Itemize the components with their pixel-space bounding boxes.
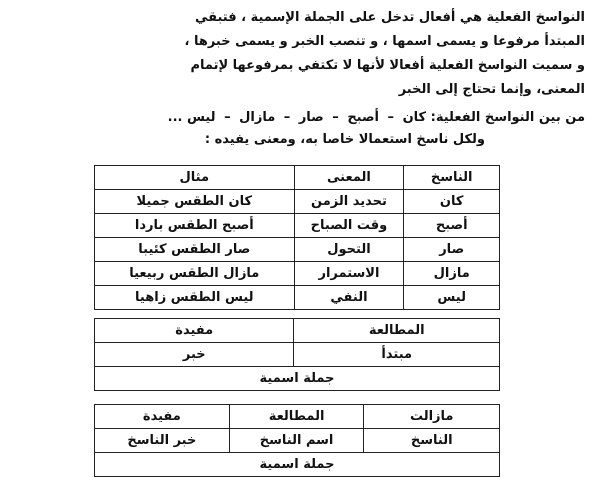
role-cell: الناسخ <box>364 429 500 453</box>
table-cell: ليس الطقس زاهيا <box>95 286 295 310</box>
table-footer-row <box>95 453 500 477</box>
table-header-row <box>95 405 500 429</box>
word-cell: مازالت <box>364 405 500 429</box>
table-row <box>95 343 500 367</box>
nasikh-analysis-table <box>94 404 500 477</box>
word-cell: المطالعة <box>229 405 364 429</box>
table-cell: التحول <box>294 238 404 262</box>
table-row <box>95 238 500 262</box>
sentence-analysis-table <box>94 318 500 391</box>
note-line: ولكل ناسخ استعمالا خاصا به، ومعنى يفيده : <box>204 132 485 147</box>
intro-line: المعنى، وإنما تحتاج إلى الخبر <box>398 82 585 97</box>
table-header-row <box>95 319 500 343</box>
table-cell: مازال <box>404 262 500 286</box>
table-cell: الاستمرار <box>294 262 404 286</box>
sentence-type-cell: جملة اسمية <box>95 453 500 477</box>
word-cell: مفيدة <box>95 405 230 429</box>
table-cell: وقت الصباح <box>294 214 404 238</box>
table-row <box>95 286 500 310</box>
table-row <box>95 190 500 214</box>
intro-paragraph <box>25 6 585 102</box>
intro-line: النواسخ الفعلية هي أفعال تدخل على الجملة الإسمية ، فتبقي <box>194 10 585 25</box>
table-row <box>95 262 500 286</box>
table-footer-row <box>95 367 500 391</box>
sentence-type-cell: جملة اسمية <box>95 367 500 391</box>
table-cell: كان <box>404 190 500 214</box>
word-cell: مفيدة <box>95 319 294 343</box>
nawasikh-table <box>94 165 500 310</box>
nawasikh-list: من بين النواسخ الفعلية: كان – أصبح – صار – مازال – ليس ... <box>167 110 585 125</box>
role-cell: خبر <box>95 343 294 367</box>
table-cell: صار الطقس كئيبا <box>95 238 295 262</box>
table-row <box>95 214 500 238</box>
table-cell: تحديد الزمن <box>294 190 404 214</box>
table-cell: مازال الطقس ربيعيا <box>95 262 295 286</box>
table-cell: صار <box>404 238 500 262</box>
table-cell: كان الطقس جميلا <box>95 190 295 214</box>
list-item: كان <box>402 110 427 125</box>
table-cell: ليس <box>404 286 500 310</box>
role-cell: خبر الناسخ <box>95 429 230 453</box>
intro-line: المبتدأ مرفوعا و يسمى اسمها ، و تنصب الخبر و يسمى خبرها ، <box>184 34 585 49</box>
table-row <box>95 429 500 453</box>
header-cell: المعنى <box>294 166 404 190</box>
role-cell: مبتدأ <box>294 343 500 367</box>
list-item: ليس ... <box>167 110 216 125</box>
intro-line: و سميت النواسخ الفعلية أفعالا لأنها لا تكتفي بمرفوعها لإتمام <box>190 58 585 73</box>
table-cell: أصبح الطقس باردا <box>95 214 295 238</box>
header-cell: مثال <box>95 166 295 190</box>
list-item: صار <box>298 110 324 125</box>
list-item: مازال <box>239 110 276 125</box>
word-cell: المطالعة <box>294 319 500 343</box>
role-cell: اسم الناسخ <box>229 429 364 453</box>
table-header-row <box>95 166 500 190</box>
list-item: أصبح <box>347 110 380 125</box>
list-prefix: من بين النواسخ الفعلية: <box>430 110 585 125</box>
header-cell: الناسخ <box>404 166 500 190</box>
table-cell: أصبح <box>404 214 500 238</box>
table-cell: النفي <box>294 286 404 310</box>
